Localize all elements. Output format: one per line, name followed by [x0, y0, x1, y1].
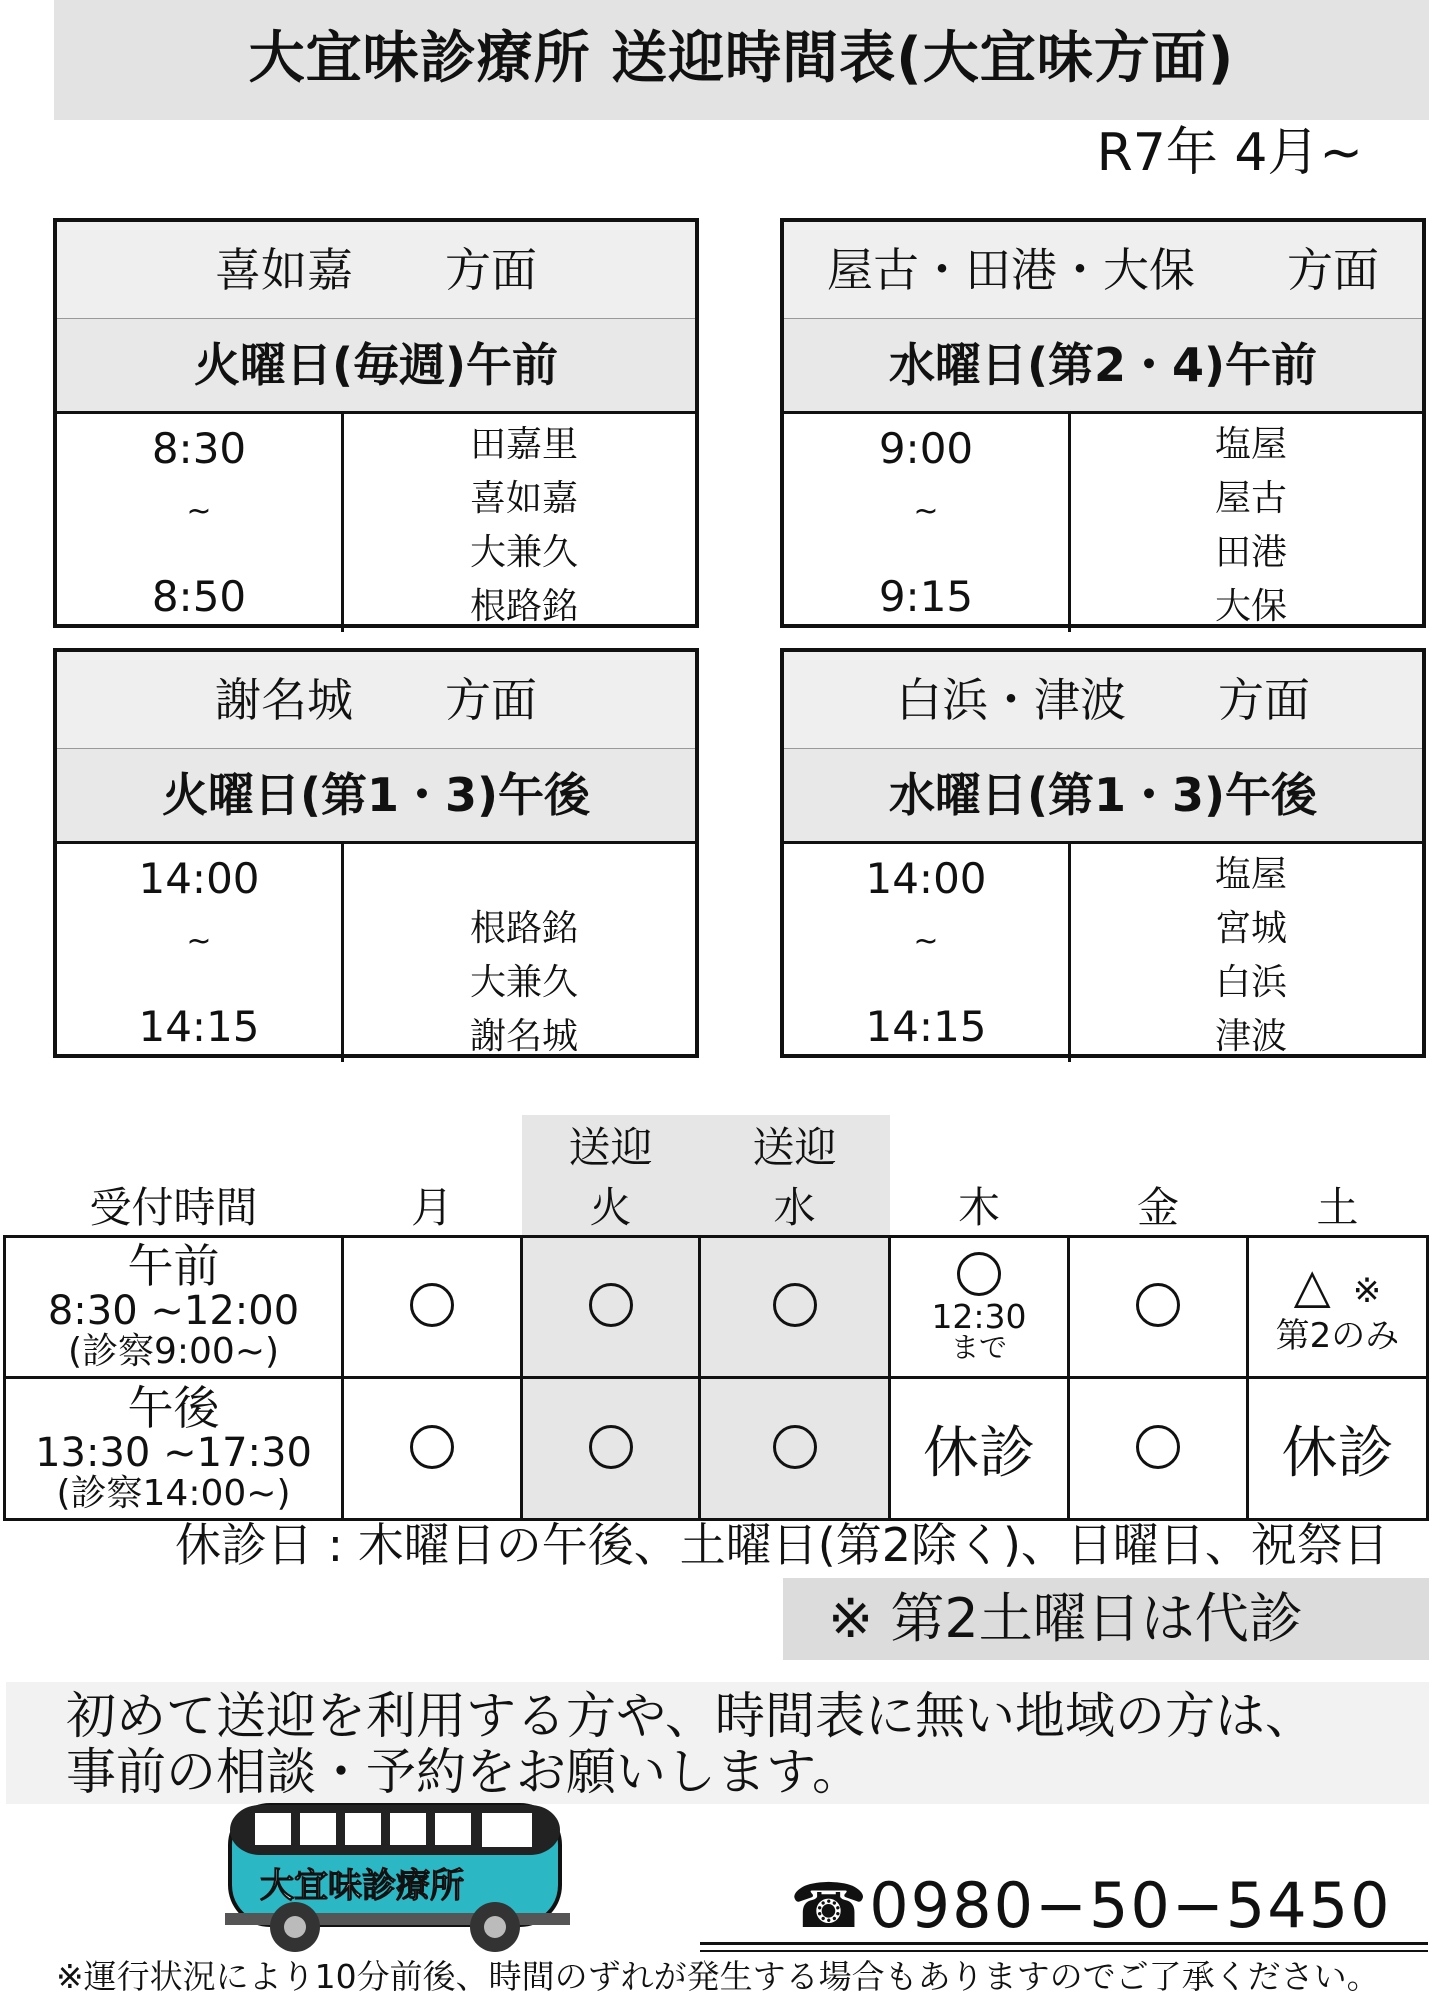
route-stop: 田港: [1214, 532, 1287, 573]
thu-am-note: 12:30: [931, 1297, 1027, 1336]
route-end-time: 14:15: [865, 1002, 987, 1051]
footer-note: ※運行状況により10分前後、時間のずれが発生する場合もありますのでご了承ください。: [56, 1957, 1380, 1996]
route-box-shirahama: [780, 648, 1426, 1058]
route-box-janagusuku: [53, 648, 699, 1058]
route-stop: 宮城: [1214, 908, 1287, 949]
bus-label: 大宜味診療所: [260, 1866, 464, 1906]
header-thu: 木: [957, 1183, 1000, 1232]
route-box-yako: [780, 218, 1426, 628]
closed-days: 休診日 : 木曜日の午後、土曜日(第2除く)、日曜日、祝祭日: [175, 1518, 1389, 1572]
saturday-note: ※ 第2土曜日は代診: [783, 1578, 1429, 1660]
phone-underline: [700, 1942, 1428, 1945]
pm-note: (診察14:00~): [56, 1472, 291, 1514]
route-end-time: 9:15: [878, 572, 974, 621]
route-area: 謝名城 方面: [57, 652, 695, 749]
wed-am: [700, 1237, 890, 1378]
route-stop: 謝名城: [469, 1016, 578, 1057]
route-start-time: 14:00: [138, 854, 260, 903]
route-start-time: 8:30: [151, 424, 247, 473]
page-title: 大宜味診療所 送迎時間表(大宜味方面): [54, 0, 1429, 120]
day-label: 水: [773, 1183, 816, 1232]
day-label: 火: [589, 1183, 632, 1232]
route-stop: 白浜: [1214, 962, 1287, 1003]
phone-underline: [700, 1950, 1428, 1952]
route-tilde: ~: [913, 924, 939, 959]
route-stop: 大兼久: [469, 532, 578, 573]
header-reception-time: 受付時間: [89, 1183, 258, 1232]
route-tilde: ~: [186, 924, 212, 959]
sat-am: [1248, 1237, 1428, 1378]
triangle-icon: △: [1293, 1257, 1331, 1314]
header-tue: [522, 1115, 700, 1237]
am-label: 午前: [127, 1239, 220, 1293]
pm-time: 13:30 ~17:30: [35, 1429, 312, 1476]
intro-box: [6, 1682, 1429, 1804]
header-mon: 月: [410, 1183, 453, 1232]
route-stop: 大兼久: [469, 962, 578, 1003]
route-stop: 屋古: [1214, 478, 1287, 519]
thu-pm-closed: 休診: [890, 1378, 1069, 1520]
asterisk-mark: ※: [1352, 1270, 1382, 1311]
route-stop: 田嘉里: [469, 424, 578, 465]
bus-illustration: [220, 1795, 590, 1960]
sat-pm-closed: 休診: [1248, 1378, 1428, 1520]
route-schedule: 水曜日(第1・3)午後: [784, 749, 1422, 844]
reception-hours-table: [3, 1115, 1429, 1521]
open-circle-icon: [773, 1425, 817, 1469]
sat-am-note: 第2のみ: [1275, 1315, 1400, 1356]
open-circle-icon: [410, 1425, 454, 1469]
wed-pm: [700, 1378, 890, 1520]
pm-label: 午後: [127, 1380, 220, 1435]
mon-pm: [343, 1378, 522, 1520]
tue-pm: [522, 1378, 700, 1520]
thu-am: [890, 1237, 1069, 1378]
am-label-cell: [5, 1237, 343, 1378]
route-tilde: ~: [186, 494, 212, 529]
route-stop: 津波: [1214, 1016, 1287, 1057]
route-stop: 塩屋: [1214, 854, 1287, 895]
route-area: 白浜・津波 方面: [784, 652, 1422, 749]
route-box-kijoka: [53, 218, 699, 628]
route-stop: 大保: [1214, 586, 1287, 627]
phone-number: ☎0980−50−5450: [790, 1869, 1392, 1942]
route-stop: 塩屋: [1214, 424, 1287, 465]
thu-am-note2: まで: [950, 1331, 1007, 1364]
route-area: 喜如嘉 方面: [57, 222, 695, 319]
fri-am: [1069, 1237, 1248, 1378]
route-end-time: 8:50: [151, 572, 247, 621]
open-circle-icon: [773, 1283, 817, 1327]
effective-date: R7年 4月~: [1096, 123, 1363, 183]
mon-am: [343, 1237, 522, 1378]
open-circle-icon: [1136, 1425, 1180, 1469]
header-fri: 金: [1136, 1183, 1179, 1232]
route-stop: 喜如嘉: [469, 478, 578, 519]
am-time: 8:30 ~12:00: [47, 1288, 300, 1334]
open-circle-icon: [957, 1252, 1001, 1296]
pickup-label: 送迎: [568, 1123, 653, 1172]
pm-row: [5, 1378, 1428, 1520]
open-circle-icon: [1136, 1283, 1180, 1327]
header-wed: [700, 1115, 890, 1237]
route-end-time: 14:15: [138, 1002, 260, 1051]
route-start-time: 14:00: [865, 854, 987, 903]
am-row: [5, 1237, 1428, 1378]
route-schedule: 火曜日(毎週)午前: [57, 319, 695, 414]
route-stop: 根路銘: [469, 586, 578, 627]
route-schedule: 水曜日(第2・4)午前: [784, 319, 1422, 414]
open-circle-icon: [589, 1425, 633, 1469]
pm-label-cell: [5, 1378, 343, 1520]
tue-am: [522, 1237, 700, 1378]
route-area: 屋古・田港・大保 方面: [784, 222, 1422, 319]
route-tilde: ~: [913, 494, 939, 529]
am-note: (診察9:00~): [67, 1331, 280, 1372]
intro-line-2: 事前の相談・予約をお願いします。: [66, 1743, 862, 1801]
pickup-label: 送迎: [752, 1123, 837, 1172]
intro-line-1: 初めて送迎を利用する方や、時間表に無い地域の方は、: [66, 1687, 1315, 1745]
open-circle-icon: [410, 1283, 454, 1327]
route-schedule: 火曜日(第1・3)午後: [57, 749, 695, 844]
header-sat: 土: [1316, 1183, 1359, 1232]
open-circle-icon: [589, 1283, 633, 1327]
route-stop: 根路銘: [469, 908, 578, 949]
route-start-time: 9:00: [878, 424, 974, 473]
fri-pm: [1069, 1378, 1248, 1520]
